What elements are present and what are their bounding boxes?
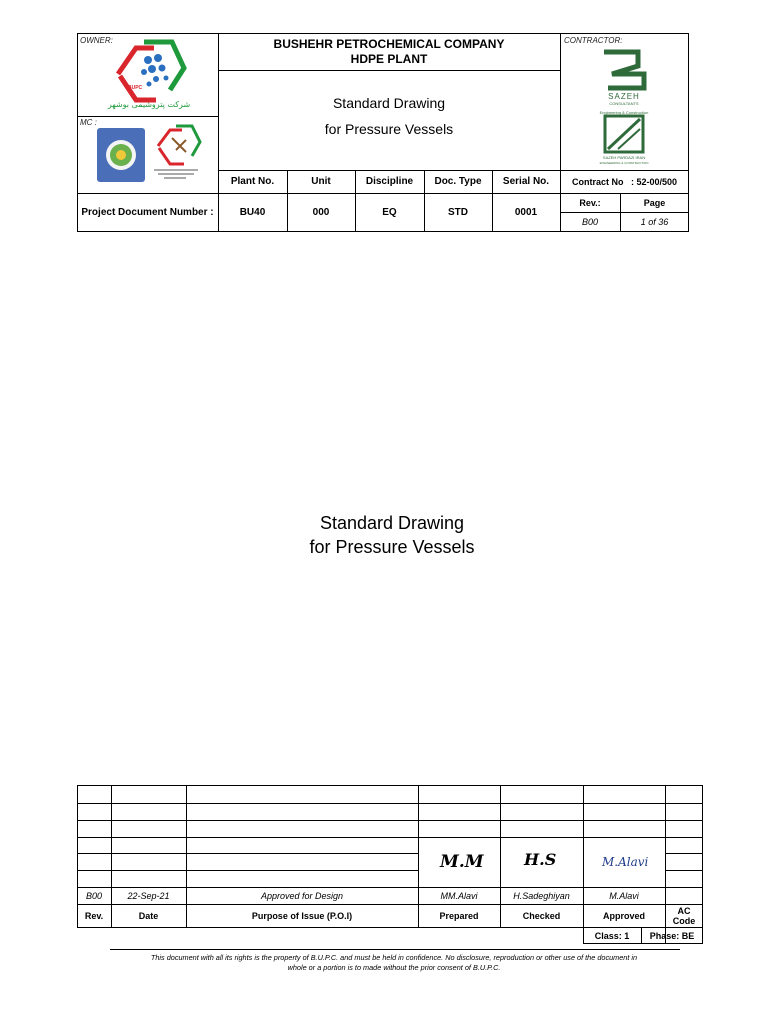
issue-rev: B00 xyxy=(85,890,102,901)
plant-name: HDPE PLANT xyxy=(350,52,428,66)
main-title-line1: Standard Drawing xyxy=(319,512,465,533)
confidentiality-notice-line1: This document with all its rights is the property of B.U.P.C. and must be held in confidence. No disclosure, reproduction or other use of the document in xyxy=(150,953,638,962)
phase-label: Phase: BE xyxy=(649,931,695,941)
contract-no-cell xyxy=(560,170,689,193)
contractor-logo2-sub: ENGINEERING & CONSTRUCTION xyxy=(599,161,649,165)
contractor-column-divider xyxy=(560,33,561,193)
mc-logo-secondary xyxy=(150,124,202,182)
company-name: BUSHEHR PETROCHEMICAL COMPANY xyxy=(273,37,505,51)
confidentiality-notice-line2: whole or a portion is to made without the prior consent of B.U.P.C. xyxy=(287,963,501,972)
header-title-line1: Standard Drawing xyxy=(332,95,446,111)
rev-row-line xyxy=(77,803,703,804)
contractor-logo2-name: SAZEH PARDAZI IRAN xyxy=(602,155,646,160)
page-value: 1 of 36 xyxy=(640,217,669,227)
class-label: Class: 1 xyxy=(594,931,630,941)
prepared-signature: M.M xyxy=(440,852,484,872)
header-title-line2: for Pressure Vessels xyxy=(324,121,454,137)
rev-row-line xyxy=(665,853,703,854)
unit-value: 000 xyxy=(312,207,330,218)
main-title-line2: for Pressure Vessels xyxy=(309,536,475,557)
plant-no-value: BU40 xyxy=(239,207,266,218)
ac-code-header: AC Code xyxy=(672,906,696,926)
rev-row-line xyxy=(77,837,703,838)
mc-label: MC : xyxy=(80,118,97,127)
discipline-value: EQ xyxy=(382,207,397,218)
purpose-header: Purpose of Issue (P.O.I) xyxy=(251,911,353,921)
contractor-label: CONTRACTOR: xyxy=(564,36,623,45)
checked-signature: H.S xyxy=(524,850,557,869)
date-header: Date xyxy=(138,911,159,921)
rev-row-line xyxy=(77,853,418,854)
owner-label: OWNER: xyxy=(80,36,113,45)
footer-rule xyxy=(110,949,680,950)
issue-checked: H.Sadeghiyan xyxy=(513,890,570,901)
prepared-header: Prepared xyxy=(439,911,479,921)
serial-no-header: Serial No. xyxy=(502,176,550,187)
issue-prepared: MM.Alavi xyxy=(440,890,478,901)
owner-mc-divider xyxy=(77,116,218,117)
rev-row-line xyxy=(77,820,703,821)
contractor-logo-sazeh xyxy=(598,48,650,110)
plant-no-header: Plant No. xyxy=(230,176,275,187)
issue-date: 22-Sep-21 xyxy=(127,890,170,901)
approved-signature: M.Alavi xyxy=(602,855,649,869)
owner-logo xyxy=(106,38,192,112)
rev-header: Rev. xyxy=(84,911,104,921)
doc-type-header: Doc. Type xyxy=(434,176,482,187)
company-title-divider xyxy=(218,70,560,71)
project-doc-number-label: Project Document Number : xyxy=(81,207,214,218)
contractor-logo-sub: CONSULTANTS xyxy=(609,101,639,106)
contractor-logo-name: SAZEH xyxy=(608,92,640,101)
owner-logo-persian-text: شرکت پتروشیمی بوشهر xyxy=(107,100,191,109)
issue-approved: M.Alavi xyxy=(609,890,639,901)
owner-logo-badge: BUPC xyxy=(128,85,143,91)
doc-type-value: STD xyxy=(448,207,468,218)
contract-no-value: : 52-00/500 xyxy=(630,176,678,187)
approved-header: Approved xyxy=(602,911,645,921)
rev-row-line xyxy=(77,870,418,871)
issue-purpose: Approved for Design xyxy=(260,890,344,901)
discipline-header: Discipline xyxy=(365,176,414,187)
mc-logo-primary xyxy=(97,128,145,182)
unit-header: Unit xyxy=(311,176,331,187)
rev-value: B00 xyxy=(581,217,598,227)
serial-no-value: 0001 xyxy=(514,207,538,218)
contractor-logo-tag: Engineering & Construction xyxy=(599,110,649,115)
contract-no-label: Contract No xyxy=(571,176,624,187)
rev-row-line xyxy=(665,870,703,871)
page-label: Page xyxy=(643,197,666,208)
checked-header: Checked xyxy=(522,911,561,921)
contractor-logo-second xyxy=(599,113,649,169)
rev-label: Rev.: xyxy=(579,197,601,208)
